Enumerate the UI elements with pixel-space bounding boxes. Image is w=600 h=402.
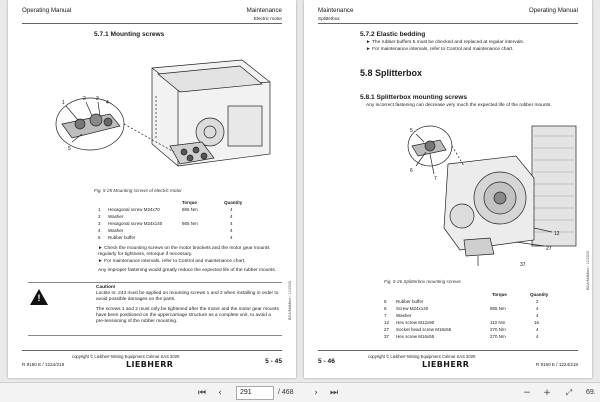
table-row <box>384 334 580 341</box>
cell-no: 1 <box>98 207 101 212</box>
cell-no: 5 <box>384 299 387 304</box>
bullet-maintenance: ► For maintenance intervals, refer to Control and maintenance chart. <box>98 259 246 264</box>
cell-qty: 2 <box>536 299 539 304</box>
callout-37: 37 <box>520 262 526 268</box>
figure-caption: Fig. 5-26 Splitterbox mounting screws <box>384 279 461 284</box>
cell-no: 27 <box>384 327 390 332</box>
cell-qty: 4 <box>230 214 233 219</box>
cell-name: Rubber buffer <box>108 235 136 240</box>
chevron-left-icon[interactable]: ‹ <box>218 388 222 398</box>
cell-no: 4 <box>98 228 101 233</box>
page-header <box>318 6 578 24</box>
footer-doc-number: R 9150 E / 1224/219 <box>535 362 578 367</box>
table-header <box>384 292 580 299</box>
zoom-in-icon[interactable]: + <box>543 388 551 398</box>
fit-page-icon[interactable]: ⤢ <box>565 388 573 397</box>
page-footer <box>22 350 282 372</box>
cell-name: Rubber buffer <box>396 299 424 304</box>
header-subtitle: Electric motor <box>253 16 282 21</box>
liebherr-logo: LIEBHERR <box>422 360 470 369</box>
section-splitterbox-screws: 5.8.1 Splitterbox mounting screws <box>360 94 467 101</box>
cell-torque: 110 Nm <box>490 320 506 325</box>
table-row <box>98 228 288 235</box>
text-incorrect-fastening: Any incorrect fastening can decrease very much the expected life of the rubber mounts. <box>366 103 552 108</box>
figure-splitterbox <box>404 120 584 270</box>
cell-name: Washer <box>396 313 412 318</box>
cell-name: Screw M24x140 <box>396 306 429 311</box>
cell-name: Hex screw M16x55 <box>396 334 435 339</box>
warning-icon <box>30 289 48 305</box>
callout-5: 5 <box>68 146 71 152</box>
cell-name: Hexagonal screw M24x70 <box>108 207 160 212</box>
footer-copyright: copyright © Liebherr-Mining Equipment Colmar SAS 2020 <box>368 354 476 359</box>
callout-4: 4 <box>106 100 109 106</box>
cell-no: 6 <box>384 306 387 311</box>
caution-box <box>28 282 282 336</box>
cell-qty: 4 <box>536 306 539 311</box>
page-number: 5 - 46 <box>318 358 335 365</box>
callout-5: 5 <box>410 128 413 134</box>
header-left: Maintenance <box>318 7 354 14</box>
zoom-level[interactable]: 69. <box>586 389 596 396</box>
cell-name: Washer <box>108 228 124 233</box>
figure-electric-motor <box>52 46 288 186</box>
page-left <box>8 0 296 378</box>
liebherr-logo: LIEBHERR <box>126 360 174 369</box>
page-number-input[interactable]: 291 <box>236 386 274 400</box>
page-right <box>304 0 592 378</box>
cell-no: 7 <box>384 313 387 318</box>
caution-title: Caution! <box>96 285 116 290</box>
callout-2: 2 <box>83 96 86 102</box>
cell-torque: 865 Nm <box>182 221 198 226</box>
callout-3: 3 <box>96 96 99 102</box>
cell-qty: 4 <box>536 327 539 332</box>
footer-copyright: copyright © Liebherr-Mining Equipment Colmar SAS 2020 <box>72 354 180 359</box>
header-left: Operating Manual <box>22 7 72 14</box>
parts-table <box>98 200 288 242</box>
section-splitterbox: 5.8 Splitterbox <box>360 68 423 78</box>
header-right: Maintenance <box>246 7 282 14</box>
side-reference: BDA/MdMine / 12/2020 <box>288 280 292 320</box>
callout-1: 1 <box>62 100 65 106</box>
table-row <box>384 306 580 313</box>
cell-no: 3 <box>98 221 101 226</box>
section-title: 5.7.1 Mounting screws <box>94 31 165 38</box>
cell-name: Washer <box>108 214 124 219</box>
chevron-right-icon[interactable]: › <box>314 388 318 398</box>
cell-torque: 865 Nm <box>490 306 506 311</box>
zoom-out-icon[interactable]: − <box>523 388 531 398</box>
text-rubber-buffers: ► The rubber buffers 5 must be checked and replaced at regular intervals. <box>366 40 525 45</box>
cell-torque: 865 Nm <box>182 207 198 212</box>
callout-27: 27 <box>546 246 552 252</box>
text-maintenance-intervals: ► For maintenance intervals, refer to Control and maintenance chart. <box>366 47 514 52</box>
col-torque: Torque <box>492 292 507 297</box>
cell-torque: 270 Nm <box>490 334 506 339</box>
skip-to-start-icon[interactable]: ⏮ <box>197 388 207 398</box>
page-number: 5 - 45 <box>265 358 282 365</box>
parts-table <box>384 292 580 341</box>
table-row <box>384 299 580 306</box>
cell-qty: 4 <box>230 221 233 226</box>
footer-doc-number: R 9150 E / 1224/219 <box>22 362 65 367</box>
page-header <box>22 6 282 24</box>
header-right: Operating Manual <box>528 7 578 14</box>
skip-to-end-icon[interactable]: ⏭ <box>329 388 339 398</box>
page-footer <box>318 350 578 372</box>
callout-7: 7 <box>434 176 437 182</box>
callout-12: 12 <box>554 231 560 237</box>
col-torque: Torque <box>182 200 197 205</box>
table-row <box>384 320 580 327</box>
cell-qty: 4 <box>230 228 233 233</box>
caution-text-1: Loctite nr. 243 must be applied on mounting screws 1 and 2 when installing in order to avoid possible damages on the parts. <box>96 291 279 303</box>
cell-name: Socket head screw M16x55 <box>396 327 452 332</box>
table-row <box>98 214 288 221</box>
cell-qty: 16 <box>534 320 540 325</box>
side-reference: BDA/MdMine / 12/2020 <box>586 250 590 290</box>
cell-torque: 270 Nm <box>490 327 506 332</box>
bullet-check-screws: ► Check the mounting screws on the motor brackets and the motor gear mounts regularly for tightness, retorque if necessary. <box>98 246 270 258</box>
page-total: / 468 <box>278 389 294 396</box>
section-elastic-bedding: 5.7.2 Elastic bedding <box>360 31 426 38</box>
cell-name: Hex screw M12x90 <box>396 320 435 325</box>
note-improper-fastening: Any improper fastening would greatly reduce the expected life of the rubber mounts. <box>98 268 277 273</box>
figure-caption: Fig. 5-25 Mounting screws of electric motor <box>94 188 182 193</box>
cell-no: 12 <box>384 320 390 325</box>
table-row <box>98 221 288 228</box>
table-row <box>384 313 580 320</box>
table-row <box>384 327 580 334</box>
table-row <box>98 235 288 242</box>
col-quantity: Quantity <box>224 200 243 205</box>
callout-6: 6 <box>410 168 413 174</box>
cell-no: 5 <box>98 235 101 240</box>
caution-text-2: The screws 1 and 2 must only be tightened after the motor and the motor gear mounts have been positioned on the uppercarriage structure as a complete unit, to avoid a pre-tensioning of the rubber mounting. <box>96 307 279 325</box>
cell-qty: 4 <box>536 313 539 318</box>
header-subtitle: Splitterbox <box>318 16 340 21</box>
cell-qty: 4 <box>230 207 233 212</box>
page-spread <box>8 0 592 380</box>
viewer-toolbar <box>0 382 600 402</box>
cell-qty: 4 <box>536 334 539 339</box>
cell-no: 2 <box>98 214 101 219</box>
table-row <box>98 207 288 214</box>
cell-no: 37 <box>384 334 390 339</box>
table-header <box>98 200 288 207</box>
cell-name: Hexagonal screw M24x140 <box>108 221 163 226</box>
cell-qty: 4 <box>230 235 233 240</box>
col-quantity: Quantity <box>530 292 549 297</box>
